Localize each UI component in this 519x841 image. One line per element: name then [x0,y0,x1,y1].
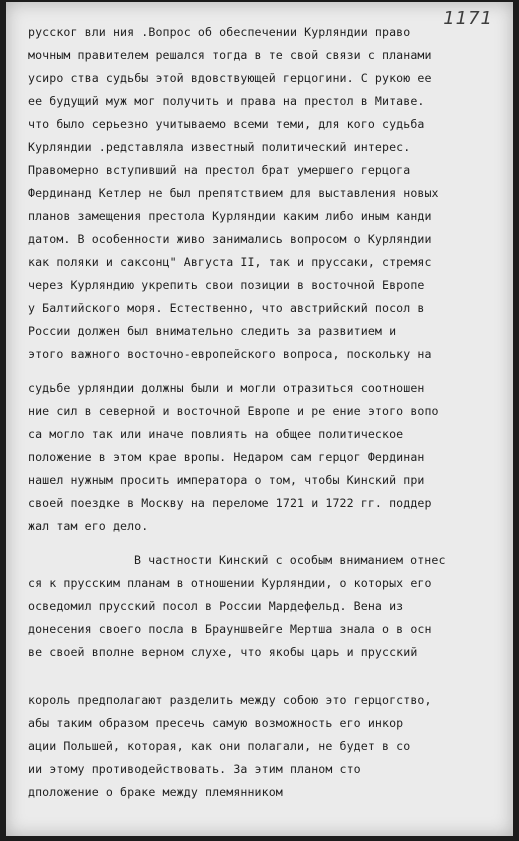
text-line: датом. В особенности живо занимались вопросом о Курляндии [28,232,432,246]
text-line: дположение о браке между племянником [28,785,283,799]
text-line: ации Польшей, которая, как они полагали, не будет в со [28,739,411,753]
text-line: са могло так или иначе повлиять на общее политическое [28,427,404,441]
text-line: своей поездке в Москву на переломе 1721 и 1722 гг. поддер [28,496,432,510]
text-line: русског вли ния .Вопрос об обеспечении Курляндии право [28,25,411,39]
text-line: ии этому противодействовать. За этим планом сто [28,762,361,776]
text-line: абы таким образом пресечь самую возможность его инкор [28,716,404,730]
text-line: через Курляндию укрепить свои позиции в восточной Европе [28,278,425,292]
text-line: этого важного восточно-европейского вопроса, поскольку на [28,347,432,361]
text-line: судьбе урляндии должны были и могли отразиться соотношен [28,381,425,395]
text-line: осведомил прусский посол в России Мардефельд. Вена из [28,599,404,613]
document-page [6,2,513,836]
text-line: у Балтийского моря. Естественно, что австрийский посол в [28,301,425,315]
text-line: донесения своего посла в Брауншвейге Мертша знала о в осн [28,622,432,636]
text-line: ее будущий муж мог получить и права на престол в Митаве. [28,94,425,108]
text-line: ве своей вполне верном слухе, что якобы царь и прусский [28,645,418,659]
text-line: положение в этом крае вропы. Недаром сам герцог Фердинан [28,450,425,464]
text-line: ся к прусским планам в отношении Курляндии, о которых его [28,576,432,590]
text-line: король предполагают разделить между собою это герцогство, [28,693,432,707]
text-line: нашел нужным просить императора о том, чтобы Кинский при [28,473,425,487]
text-line: ние сил в северной и восточной Европе и ре ение этого вопо [28,404,439,418]
text-line: мочным правителем решался тогда в те свой связи с планами [28,48,432,62]
text-line: России должен был внимательно следить за развитием и [28,324,397,338]
text-line: Фердинанд Кетлер не был препятствием для выставления новых [28,186,439,200]
text-line: жал там его дело. [28,519,149,533]
text-line: Правомерно вступивший на престол брат умершего герцога [28,163,411,177]
text-line-indented: В частности Кинский с особым вниманием отнес [134,553,446,567]
text-line: что было серьезно учитываемо всеми теми, для кого судьба [28,117,425,131]
text-line: планов замещения престола Курляндии каким либо иным канди [28,209,432,223]
page-number: 1171 [443,8,493,29]
text-line: как поляки и саксонц" Августа II, так и пруссаки, стремяс [28,255,432,269]
text-line: Курляндии .редставляла известный политический интерес. [28,140,411,154]
text-line: усиро ства судьбы этой вдовствующей герцогини. С рукою ее [28,71,432,85]
